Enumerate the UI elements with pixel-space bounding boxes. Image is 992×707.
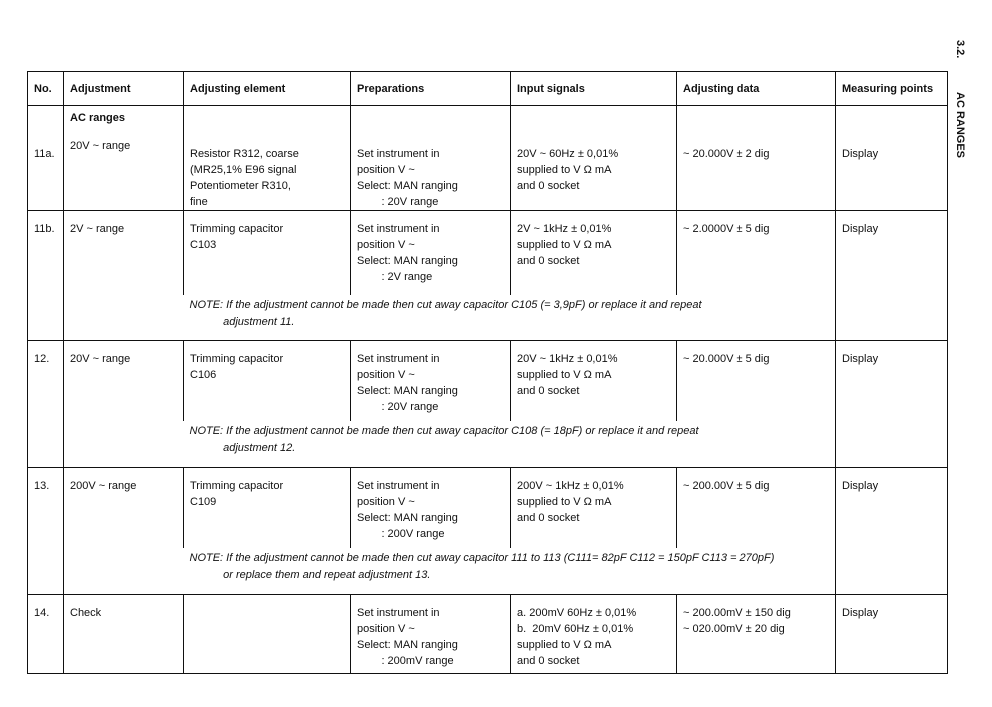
note-cell [184,421,836,468]
row-data: ~ 200.00V ± 5 dig [677,468,836,548]
side-margin [952,40,972,180]
row-no [28,106,64,211]
row-points: Display [836,595,948,674]
row-element: Trimming capacitor C103 [184,211,351,295]
header-inputs: Input signals [511,72,677,106]
row-points: Display [836,468,948,595]
table-row [28,468,948,548]
header-preparations: Preparations [351,72,511,106]
note-spacer [64,295,184,341]
row-inputs: 20V ~ 1kHz ± 0,01% supplied to V Ω mA and 0 socket [511,341,677,421]
note-text: NOTE: If the adjustment cannot be made then cut away capacitor 111 to 113 (C111= 82pF C112 = 150pF C113 = 270pF) or replace them and repeat adjustment 13. [189,551,775,581]
note-cell [184,295,836,341]
row-data: ~ 200.00mV ± 150 dig ~ 020.00mV ± 20 dig [677,595,836,674]
row-element [184,595,351,674]
row-adjustment: 2V ~ range [64,211,184,295]
row-inputs: 2V ~ 1kHz ± 0,01% supplied to V Ω mA and 0 socket [511,211,677,295]
note-text: NOTE: If the adjustment cannot be made then cut away capacitor C105 (= 3,9pF) or replace it and repeat adjustment 11. [189,298,702,328]
row-preparations: Set instrument in position V ~ Select: MAN ranging : 20V range [351,106,511,211]
row-data: ~ 20.000V ± 2 dig [677,106,836,211]
row-element: Resistor R312, coarse (MR25,1% E96 signal Potentiometer R310, fine [184,106,351,211]
row-no: 12. [28,341,64,468]
adjustment-table [27,71,948,674]
section-number: 3.2. [954,40,966,59]
row-inputs: 200V ~ 1kHz ± 0,01% supplied to V Ω mA and 0 socket [511,468,677,548]
row-preparations: Set instrument in position V ~ Select: MAN ranging : 20V range [351,341,511,421]
note-text: NOTE: If the adjustment cannot be made then cut away capacitor C108 (= 18pF) or replace it and repeat adjustment 12. [189,424,699,454]
header-adjustment: Adjustment [64,72,184,106]
row-data: ~ 20.000V ± 5 dig [677,341,836,421]
row-inputs: a. 200mV 60Hz ± 0,01% b. 20mV 60Hz ± 0,01% supplied to V Ω mA and 0 socket [511,595,677,674]
row-no: 11b. [28,211,64,341]
row-adjustment [64,106,184,211]
row-preparations: Set instrument in position V ~ Select: MAN ranging : 200mV range [351,595,511,674]
table-row [28,341,948,421]
note-row [28,548,948,595]
header-points: Measuring points [836,72,948,106]
row-no-text: 11a. [34,148,55,160]
row-data: ~ 2.0000V ± 5 dig [677,211,836,295]
row-points: Display [836,211,948,341]
row-no: 13. [28,468,64,595]
row-adjustment-text: 20V ~ range [70,140,131,152]
row-element: Trimming capacitor C109 [184,468,351,548]
note-spacer [64,548,184,595]
row-points: Display [836,106,948,211]
row-adjustment: 200V ~ range [64,468,184,548]
note-row [28,421,948,468]
header-element: Adjusting element [184,72,351,106]
row-no: 14. [28,595,64,674]
note-row [28,295,948,341]
group-label: AC ranges [70,112,126,124]
row-inputs: 20V ~ 60Hz ± 0,01% supplied to V Ω mA and 0 socket [511,106,677,211]
note-cell [184,548,836,595]
table-row [28,211,948,295]
row-adjustment: 20V ~ range [64,341,184,421]
row-preparations: Set instrument in position V ~ Select: MAN ranging : 2V range [351,211,511,295]
table-row [28,595,948,674]
table-row [28,106,948,211]
row-points: Display [836,341,948,468]
header-data: Adjusting data [677,72,836,106]
note-spacer [64,421,184,468]
row-element: Trimming capacitor C106 [184,341,351,421]
header-no: No. [28,72,64,106]
header-row [28,72,948,106]
row-adjustment: Check [64,595,184,674]
section-title: AC RANGES [954,92,966,159]
row-preparations: Set instrument in position V ~ Select: MAN ranging : 200V range [351,468,511,548]
